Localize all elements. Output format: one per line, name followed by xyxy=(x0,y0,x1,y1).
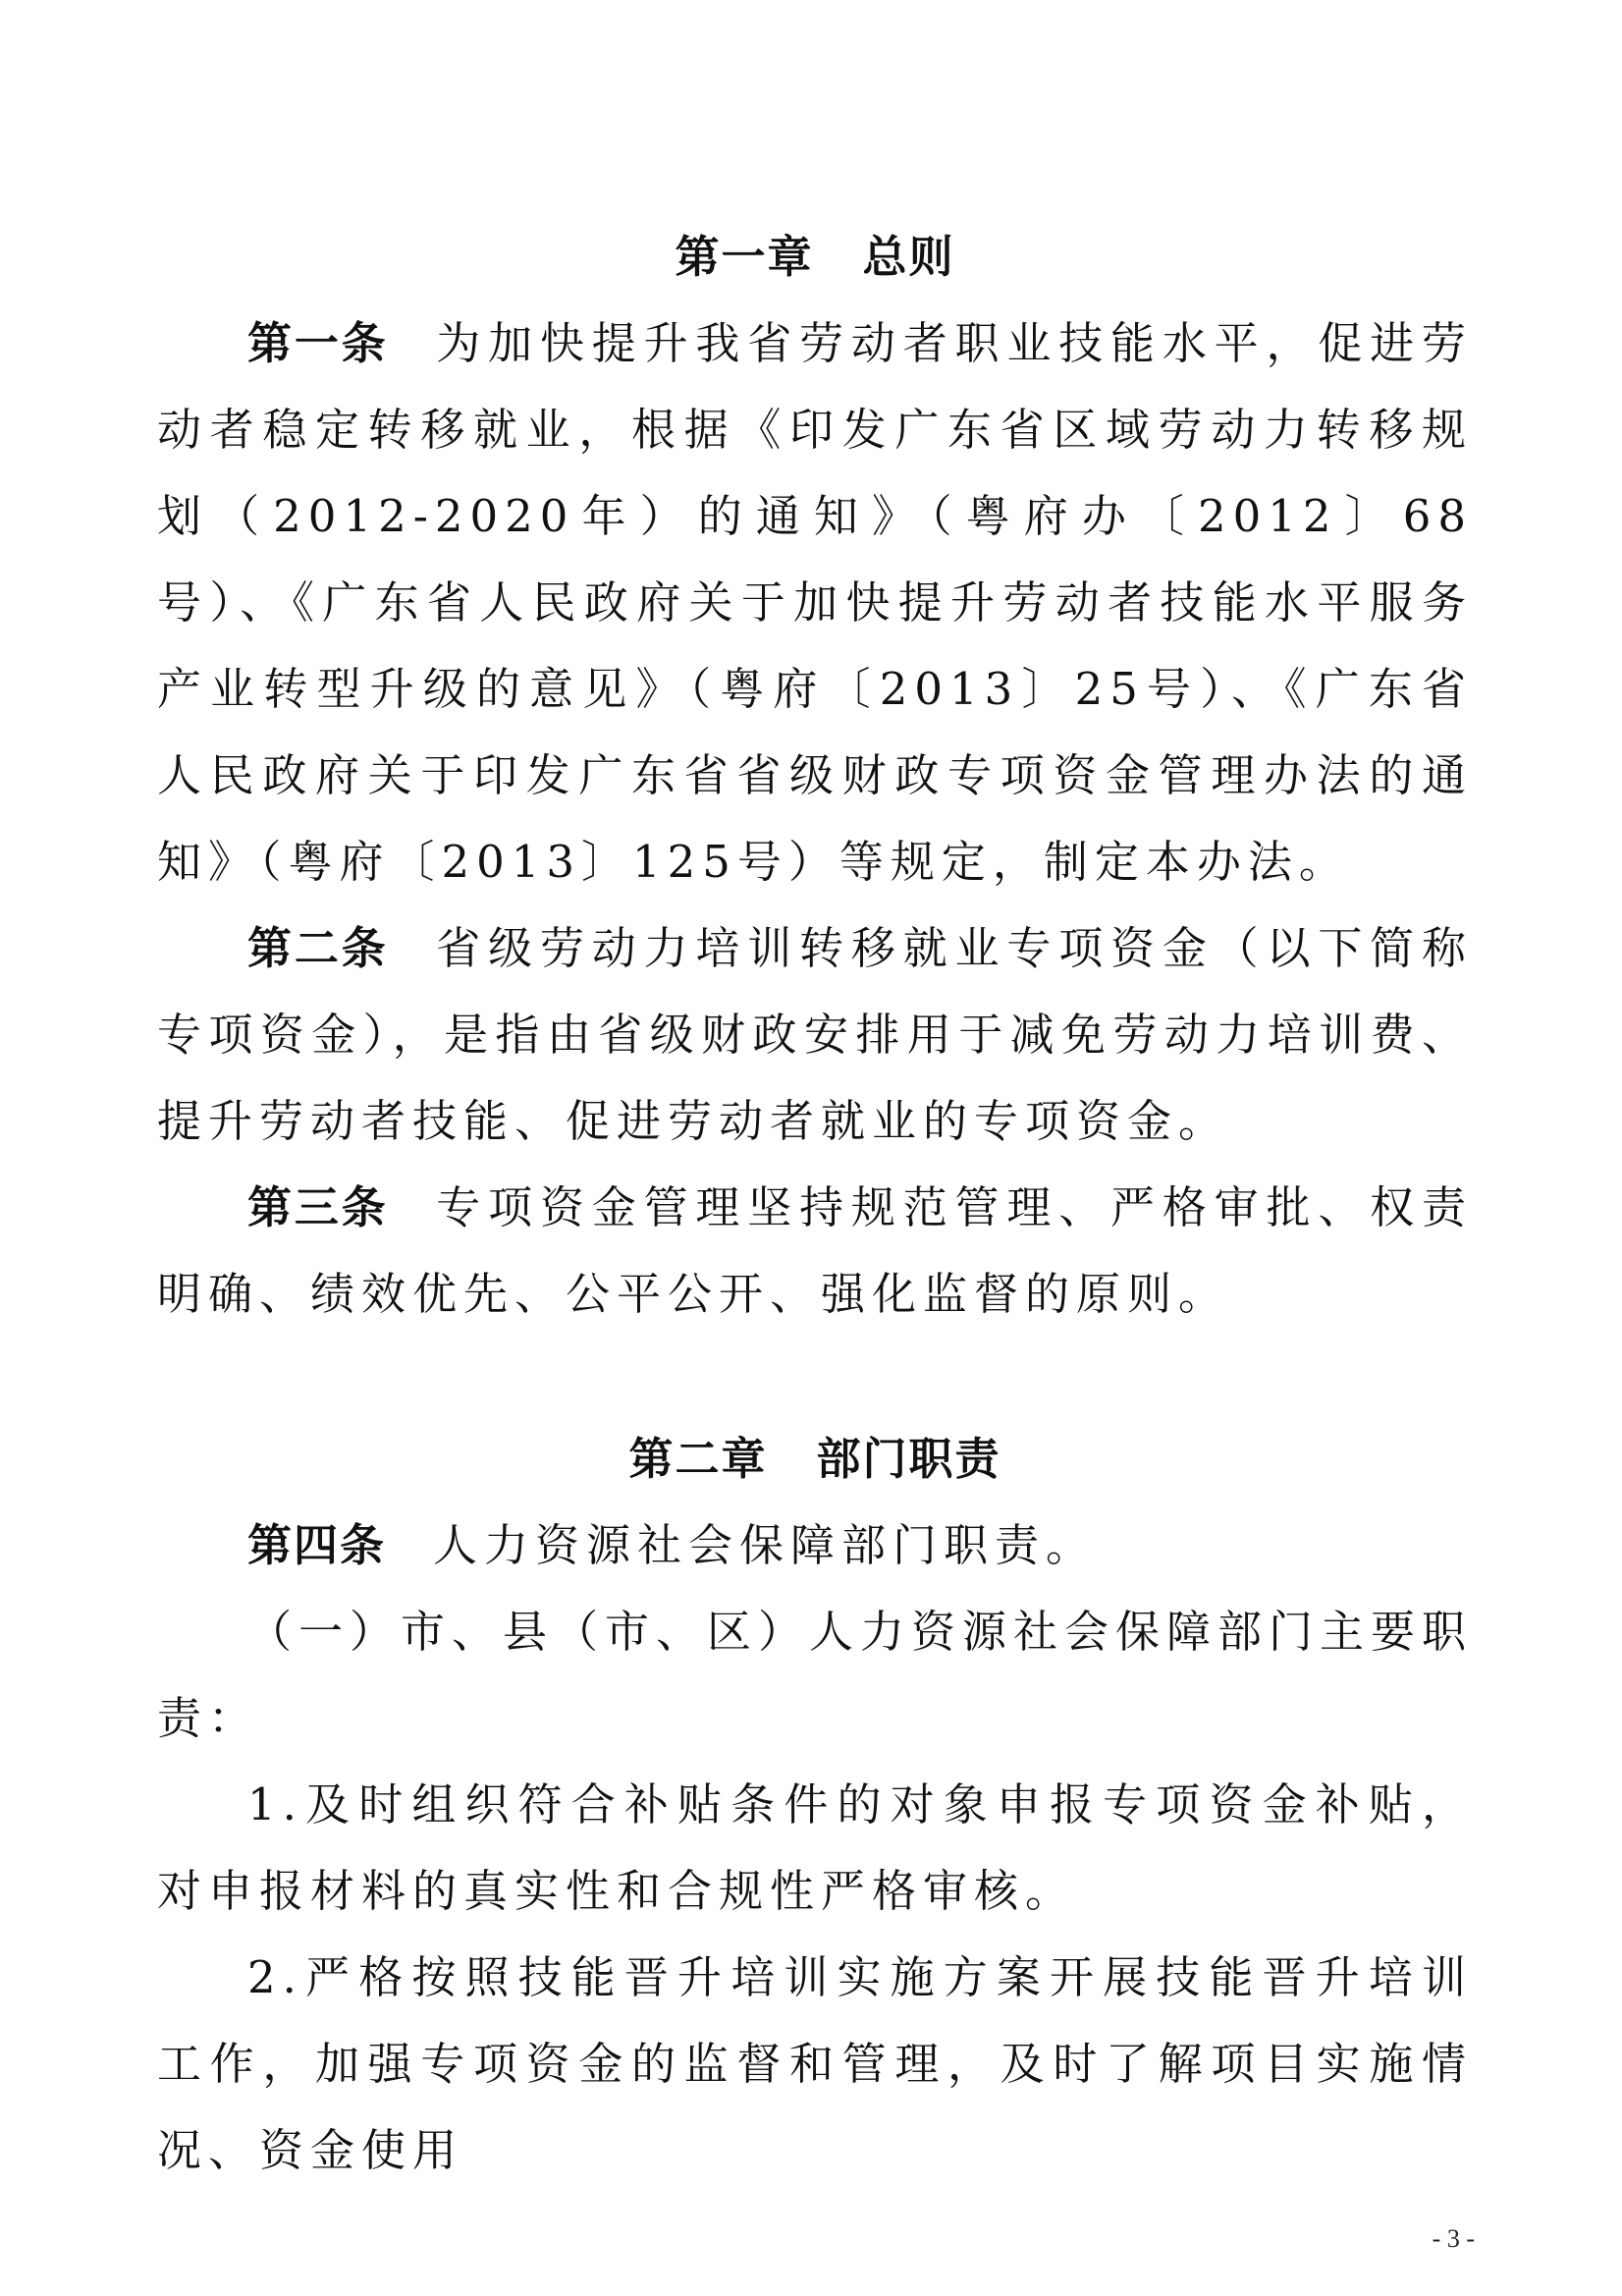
article-1-label: 第一条 xyxy=(247,317,389,369)
article-4-text: 人力资源社会保障部门职责。 xyxy=(433,1519,1098,1571)
chapter-2-number: 第二章 xyxy=(628,1433,768,1485)
chapter-1-number: 第一章 xyxy=(675,231,814,283)
chapter-1-title: 总则 xyxy=(862,231,955,283)
subsection-1: （一）市、县（市、区）人力资源社会保障部门主要职责： xyxy=(157,1606,1474,1744)
page-number: - 3 - xyxy=(1432,2224,1475,2253)
chapter-2-heading xyxy=(157,1416,1473,1503)
document-body xyxy=(157,214,1473,2194)
chapter-spacer xyxy=(157,1338,1473,1416)
article-3-label: 第三条 xyxy=(247,1181,389,1233)
article-2 xyxy=(157,905,1473,1165)
chapter-2-title: 部门职责 xyxy=(816,1433,1001,1485)
item-2: 2.严格按照技能晋升培训实施方案开展技能晋升培训工作，加强专项资金的监督和管理，及时了解项目实施情况、资金使用 xyxy=(157,1951,1473,2176)
article-3 xyxy=(157,1165,1473,1338)
article-2-label: 第二条 xyxy=(247,922,389,974)
article-4 xyxy=(157,1503,1473,1589)
article-3-text: 专项资金管理坚持规范管理、严格审批、权责明确、绩效优先、公平公开、强化监督的原则。 xyxy=(157,1181,1473,1320)
item-1: 1.及时组织符合补贴条件的对象申报专项资金补贴，对申报材料的真实性和合规性严格审核。 xyxy=(157,1778,1473,1917)
article-1-text: 为加快提升我省劳动者职业技能水平，促进劳动者稳定转移就业，根据《印发广东省区域劳动力转移规划（2012-2020年）的通知》（粤府办〔2012〕68号）、《广东省人民政府关于加快提升劳动者技能水平服务产业转型升级的意见》（粤府〔2013〕25号）、《广东省人民政府关于印发广东省省级财政专项资金管理办法的通知》（粤府〔2013〕125号）等规定，制定本办法。 xyxy=(157,317,1473,888)
article-1 xyxy=(157,301,1473,905)
article-4-label: 第四条 xyxy=(247,1519,387,1571)
chapter-1-heading xyxy=(157,214,1473,301)
article-2-text: 省级劳动力培训转移就业专项资金（以下简称专项资金），是指由省级财政安排用于减免劳动力培训费、提升劳动者技能、促进劳动者就业的专项资金。 xyxy=(157,922,1473,1147)
